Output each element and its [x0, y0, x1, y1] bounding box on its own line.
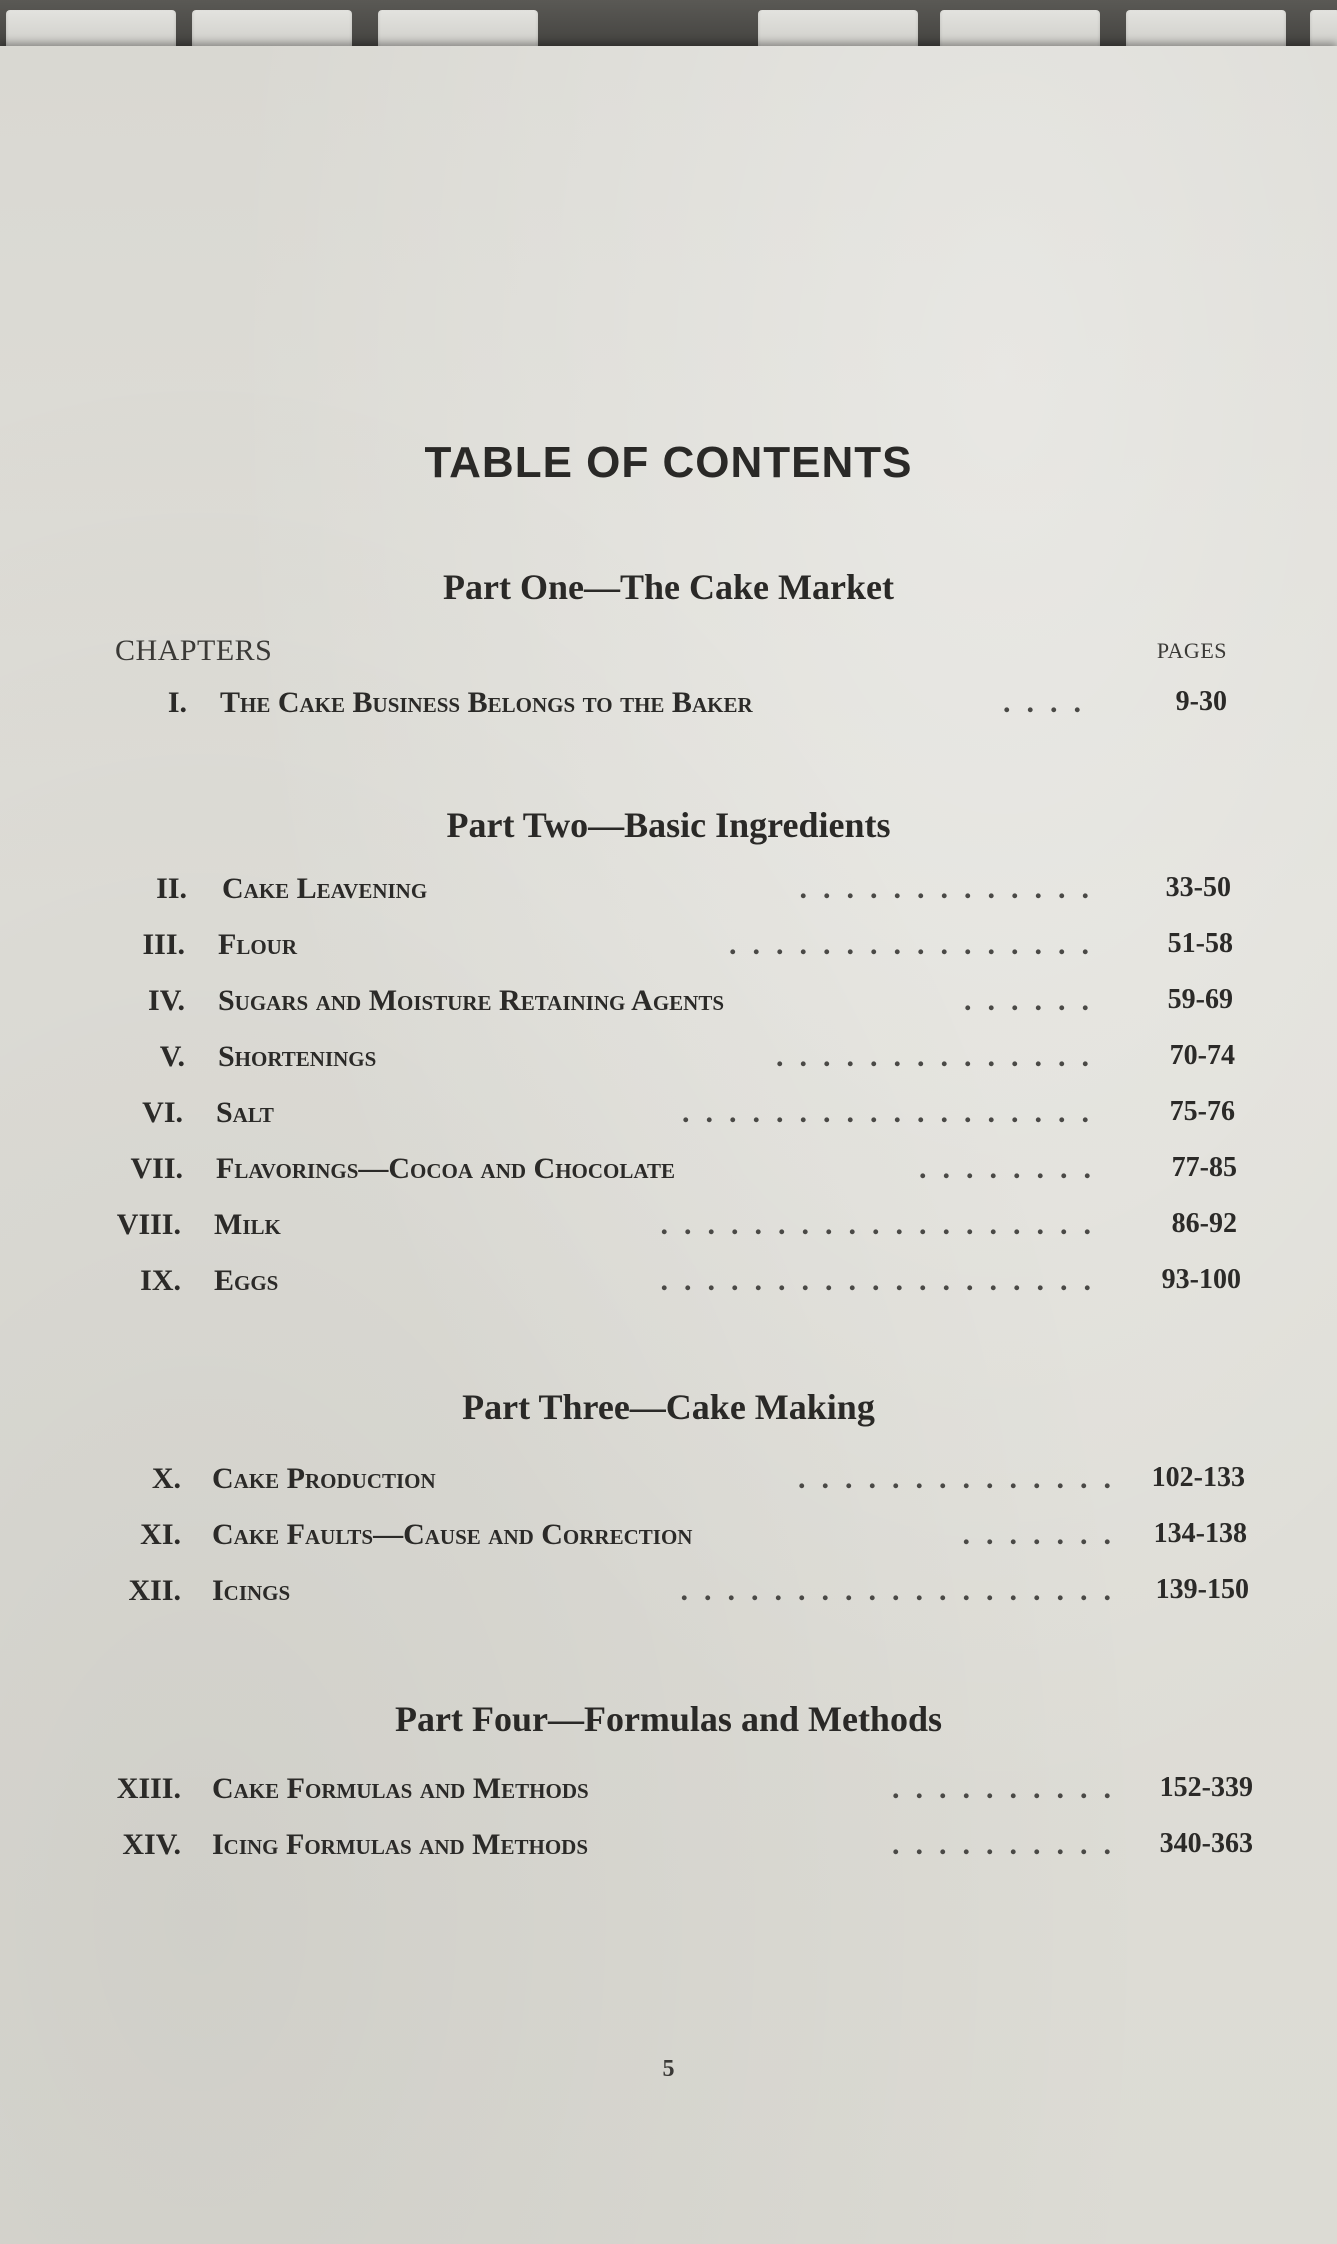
toc-entry [0, 1518, 1337, 1562]
leader-dots: .............. [798, 1462, 1127, 1495]
pages-column-header: PAGES [1156, 638, 1227, 663]
chapter-title: Milk [214, 1208, 281, 1241]
chapter-title: Cake Faults—Cause and Correction [212, 1518, 693, 1551]
toc-entry [0, 1040, 1337, 1084]
chapter-number: I. [167, 686, 187, 719]
chapter-number: X. [151, 1462, 181, 1495]
leader-dots: .................. [682, 1096, 1105, 1129]
toc-entry [0, 1152, 1337, 1196]
chapter-title: Flavorings—Cocoa and Chocolate [216, 1152, 676, 1185]
page-range: 93-100 [1161, 1264, 1241, 1295]
chapter-number: XI. [140, 1518, 181, 1551]
page-range: 51-58 [1167, 928, 1233, 959]
toc-entry [0, 1772, 1337, 1816]
toc-entry [0, 872, 1337, 916]
leader-dots: .... [1003, 686, 1097, 719]
page-range: 102-133 [1151, 1462, 1245, 1493]
part-heading: Part Four—Formulas and Methods [395, 1699, 942, 1739]
chapter-title: Icings [212, 1574, 291, 1607]
toc-entry [0, 984, 1337, 1028]
chapter-number: IX. [140, 1264, 181, 1297]
page-range: 152-339 [1159, 1772, 1253, 1803]
toc-entry [0, 1574, 1337, 1618]
chapter-title: The Cake Business Belongs to the Baker [220, 686, 753, 719]
page-range: 59-69 [1167, 984, 1233, 1015]
chapter-number: XIV. [122, 1828, 181, 1861]
chapter-number: VII. [130, 1152, 183, 1185]
leader-dots: ............. [799, 872, 1105, 905]
leader-dots: ...... [964, 984, 1105, 1017]
page-range: 86-92 [1171, 1208, 1237, 1239]
leader-dots: ................... [660, 1264, 1107, 1297]
part-heading: Part Three—Cake Making [462, 1387, 875, 1427]
chapter-title: Sugars and Moisture Retaining Agents [218, 984, 725, 1017]
chapter-number: XII. [128, 1574, 181, 1607]
page-range: 9-30 [1175, 686, 1227, 717]
chapter-number: III. [142, 928, 185, 961]
page-number: 5 [662, 2056, 675, 2082]
toc-entry [0, 1208, 1337, 1252]
toc-entry [0, 928, 1337, 972]
toc-entry [0, 1264, 1337, 1308]
toc-entry [0, 1828, 1337, 1872]
leader-dots: ................... [660, 1208, 1107, 1241]
page-range: 139-150 [1155, 1574, 1249, 1605]
page-range: 70-74 [1169, 1040, 1235, 1071]
chapter-number: IV. [148, 984, 185, 1017]
chapters-column-header: CHAPTERS [115, 634, 273, 667]
page-range: 134-138 [1153, 1518, 1247, 1549]
book-page [0, 46, 1337, 2244]
leader-dots: .............. [776, 1040, 1105, 1073]
chapter-title: Cake Formulas and Methods [212, 1772, 589, 1805]
toc-entry [0, 1096, 1337, 1140]
chapter-number: V. [159, 1040, 185, 1073]
leader-dots: ................... [680, 1574, 1127, 1607]
page-range: 75-76 [1169, 1096, 1235, 1127]
chapter-title: Shortenings [218, 1040, 377, 1073]
chapter-title: Salt [216, 1096, 274, 1129]
page-range: 77-85 [1171, 1152, 1237, 1183]
leader-dots: ........ [919, 1152, 1107, 1185]
page-range: 33-50 [1165, 872, 1231, 903]
toc-entry [0, 686, 1337, 730]
page-range: 340-363 [1159, 1828, 1253, 1859]
leader-dots: ....... [962, 1518, 1127, 1551]
chapter-title: Icing Formulas and Methods [212, 1828, 589, 1861]
chapter-number: VI. [142, 1096, 183, 1129]
leader-dots: .......... [892, 1828, 1127, 1861]
part-heading: Part Two—Basic Ingredients [446, 805, 891, 845]
chapter-number: XIII. [116, 1772, 181, 1805]
chapter-title: Cake Production [212, 1462, 436, 1495]
page-title: TABLE OF CONTENTS [424, 438, 913, 487]
chapter-number: VIII. [116, 1208, 181, 1241]
chapter-title: Eggs [214, 1264, 279, 1297]
chapter-title: Flour [218, 928, 297, 961]
chapter-number: II. [156, 872, 187, 905]
part-heading: Part One—The Cake Market [443, 567, 894, 607]
toc-entry [0, 1462, 1337, 1506]
leader-dots: .......... [892, 1772, 1127, 1805]
chapter-title: Cake Leavening [222, 872, 428, 905]
leader-dots: ................ [729, 928, 1105, 961]
